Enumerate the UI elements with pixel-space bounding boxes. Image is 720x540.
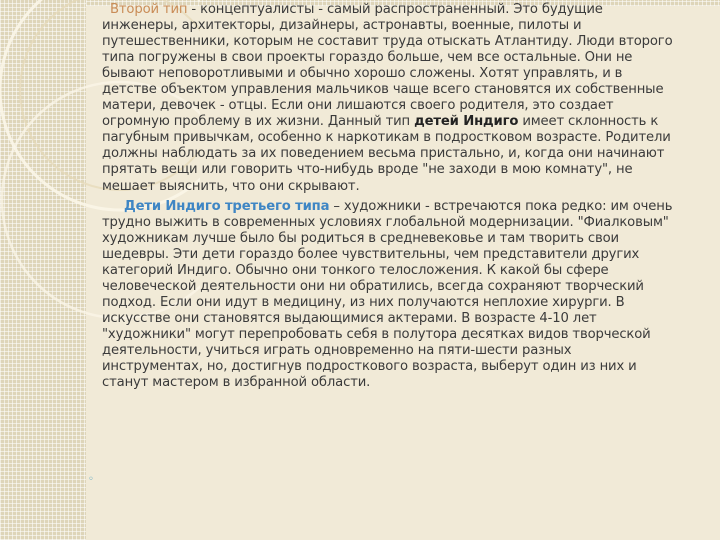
paragraph-second-type xyxy=(102,2,674,195)
paragraph1-bold: детей Индиго xyxy=(414,114,519,130)
decorative-left-strip xyxy=(0,0,86,540)
bullet-icon: ◦ xyxy=(88,474,94,485)
paragraph-third-type xyxy=(102,199,674,392)
paragraph2-text: – художники - встречаются пока редко: им очень трудно выжить в современных условиях глобальной модернизации. "Фиалковым" художникам лучше было бы родиться в средневековье и там творить свои шедевры. Эти дети гораздо более чувствительны, чем представители других категорий Индиго. Обычно они тонкого телосложения. К какой бы сфере человеческой деятельности они ни обратились, всегда сохраняют творческий подход. Если они идут в медицину, из них получаются неплохие хирурги. В искусстве они становятся выдающимися актерами. В возрасте 4-10 лет "художники" могут перепробовать себя в полутора десятках видов творческой деятельности, учиться играть одновременно на пяти-шести разных инструментах, но, достигнув подросткового возраста, выберут один из них и станут мастером в избранной области. xyxy=(102,198,673,391)
paragraph1-lead: Второй тип xyxy=(110,2,188,17)
paragraph1-tail: имеет склонность к пагубным привычкам, особенно к наркотикам в подростковом возрасте. Родители должны наблюдать за их поведением весьма пристально, и, когда они начинают прятать вещи или говорить что-нибудь вроде "не заходи в мою комнату", не мешает выяснить, что они скрывают. xyxy=(102,114,671,194)
main-text xyxy=(102,2,674,391)
paragraph1-text: - концептуалисты - самый распространенный. Это будущие инженеры, архитекторы, дизайнеры, астронавты, военные, пилоты и путешественники, которым не составит труда отыскать Атлантиду. Люди второго типа погружены в свои проекты гораздо больше, чем все остальные. Они не бывают неповоротливыми и обычно хорошо сложены. Хотят управлять, и в детстве объектом управления мальчиков чаще всего становятся их собственные матери, девочек - отцы. Если они лишаются своего родителя, это создает огромную проблему в их жизни. Данный тип xyxy=(102,2,673,130)
paragraph2-heading: Дети Индиго третьего типа xyxy=(124,198,330,214)
